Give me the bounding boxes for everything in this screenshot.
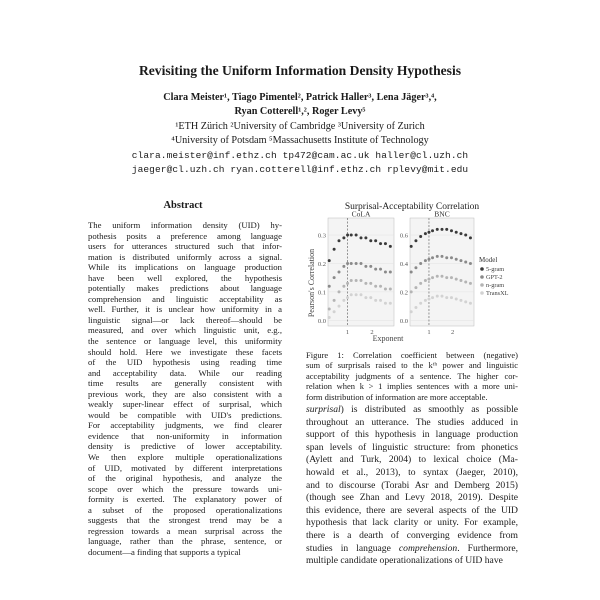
data-point — [414, 306, 417, 309]
data-point — [450, 276, 453, 279]
data-point — [436, 295, 439, 298]
y-tick-label: 0.2 — [399, 289, 408, 297]
data-point — [410, 290, 413, 293]
y-tick-label: 0.1 — [317, 289, 326, 297]
body-line: howald et al., 2013), to syntax (Jaeger, 2010), — [306, 466, 518, 478]
data-point — [441, 275, 444, 278]
abstract-heading: Abstract — [163, 200, 203, 211]
abstract-line: evidence that non-uniformity in information — [88, 430, 282, 441]
data-point — [459, 299, 462, 302]
data-point — [469, 302, 472, 305]
data-point — [414, 286, 417, 289]
data-point — [379, 299, 382, 302]
data-point — [360, 236, 363, 239]
body-line: this evidence, there are several aspects of the UID — [306, 504, 518, 516]
data-point — [424, 232, 427, 235]
figure-title: Surprisal-Acceptability Correlation — [344, 202, 480, 212]
data-point — [455, 278, 458, 281]
data-point — [384, 302, 387, 305]
panel-left-label: CoLA — [351, 209, 371, 219]
data-point — [328, 307, 331, 310]
body-line: surprisal) is distributed as smoothly as possible — [306, 404, 518, 415]
abstract-line: well. Further, it is unclear how uniformity in a — [88, 304, 282, 315]
y-tick-label: 0.6 — [399, 232, 408, 240]
abstract-line: We then explore multiple operationalizations — [88, 452, 282, 463]
abstract-line: a subset of the proposed operationalizations — [88, 504, 282, 515]
data-point — [350, 234, 353, 237]
data-point — [384, 242, 387, 245]
abstract-line: of UID, motivated by different interpretations — [88, 462, 282, 473]
data-point — [360, 262, 363, 265]
data-point — [379, 268, 382, 271]
data-point — [445, 296, 448, 299]
data-point — [431, 256, 434, 259]
data-point — [355, 293, 358, 296]
data-point — [419, 302, 422, 305]
data-point — [350, 279, 353, 282]
data-point — [342, 236, 345, 239]
data-point — [441, 295, 444, 298]
legend-swatch — [480, 283, 484, 287]
abstract-line: mation is distributed uniformly across a signal. — [88, 251, 282, 262]
data-point — [364, 282, 367, 285]
abstract-line: density is predictive of lower acceptability. — [88, 441, 282, 452]
data-point — [410, 310, 413, 313]
data-point — [384, 271, 387, 274]
body-line: span levels of linguistic structure: from phonetics — [306, 441, 518, 453]
data-point — [427, 278, 430, 281]
x-tick-label: 1 — [345, 329, 350, 336]
data-point — [346, 234, 349, 237]
body-line: multiple candidate operationalizations of UID have — [306, 555, 503, 567]
body-line: throughout an utterance. The studies adduced in — [306, 416, 518, 428]
caption-line: sum of surprisals raised to the kᵗʰ power and linguistic — [306, 360, 518, 371]
legend-swatch — [480, 275, 484, 279]
data-point — [419, 262, 422, 265]
abstract-line: should hold. Here we investigate these facets — [88, 346, 282, 357]
data-point — [350, 293, 353, 296]
data-point — [469, 262, 472, 265]
data-point — [338, 290, 341, 293]
paper-title: Revisiting the Uniform Information Density Hypothesis — [138, 63, 462, 78]
abstract-line: scope over which the pressure towards uni- — [88, 483, 282, 494]
legend-item: n-gram — [486, 282, 505, 289]
abstract-line: the sentence or language level, this uniformity — [88, 336, 282, 347]
data-point — [360, 279, 363, 282]
data-point — [469, 282, 472, 285]
emails-line-2: jaeger@cl.uzh.ch ryan.cotterell@inf.ethz.ch rplevy@mit.edu — [131, 164, 469, 175]
abstract-line: The uniform information density (UID) hy- — [88, 220, 282, 230]
data-point — [364, 236, 367, 239]
data-point — [389, 302, 392, 305]
data-point — [459, 232, 462, 235]
panel-right-area — [410, 218, 474, 326]
data-point — [333, 310, 336, 313]
abstract-line: weakly super-linear effect of surprisal, which — [88, 399, 282, 410]
abstract-line: For acceptability judgments, we find clearer — [88, 420, 282, 431]
data-point — [464, 261, 467, 264]
abstract-line: language, rather than the phrase, sentence, or — [88, 536, 282, 547]
data-point — [342, 285, 345, 288]
data-point — [431, 229, 434, 232]
y-tick-label: 0.0 — [399, 317, 408, 325]
data-point — [427, 231, 430, 234]
caption-line: Figure 1: Correlation coefficient between (negative) — [306, 350, 518, 360]
data-point — [436, 228, 439, 231]
data-point — [342, 265, 345, 268]
data-point — [445, 228, 448, 231]
data-point — [350, 262, 353, 265]
abstract-line: and acceptability data. While our reading — [88, 367, 282, 378]
data-point — [355, 279, 358, 282]
abstract-line: potentially makes predictions about language — [88, 283, 282, 294]
data-point — [355, 262, 358, 265]
data-point — [328, 285, 331, 288]
body-line: studies in language comprehension. Furthermore, — [306, 542, 518, 554]
data-point — [455, 231, 458, 234]
figure-caption — [306, 350, 518, 402]
data-point — [374, 299, 377, 302]
data-point — [464, 234, 467, 237]
data-point — [459, 279, 462, 282]
data-point — [333, 276, 336, 279]
data-point — [360, 293, 363, 296]
data-point — [441, 228, 444, 231]
body-line: there is a dearth of converging evidence from — [306, 529, 518, 541]
data-point — [328, 316, 331, 319]
y-tick-label: 0.2 — [317, 260, 326, 268]
correlation-figure — [306, 198, 518, 343]
right-column-body — [306, 404, 518, 568]
data-point — [464, 300, 467, 303]
data-point — [459, 259, 462, 262]
legend-item: TransXL — [486, 290, 509, 297]
data-point — [342, 299, 345, 302]
legend-item: 5-gram — [486, 266, 505, 273]
data-point — [424, 259, 427, 262]
data-point — [450, 296, 453, 299]
data-point — [464, 280, 467, 283]
affiliations-line-2: ⁴University of Potsdam ⁵Massachusetts Institute of Technology — [171, 135, 429, 146]
abstract-line: previous work, they are also consistent with a — [88, 388, 282, 399]
data-point — [431, 296, 434, 299]
data-point — [328, 259, 331, 262]
data-point — [450, 256, 453, 259]
abstract-line: formity is exerted. The explanatory power of — [88, 494, 282, 505]
data-point — [419, 235, 422, 238]
data-point — [374, 239, 377, 242]
data-point — [424, 299, 427, 302]
abstract-line: time results are generally consistent with — [88, 378, 282, 389]
data-point — [450, 229, 453, 232]
data-point — [410, 271, 413, 274]
legend-item: GPT-2 — [486, 274, 503, 281]
abstract-line: of the UID hypothesis using reading time — [88, 357, 282, 368]
affiliations-line-1: ¹ETH Zürich ²University of Cambridge ³University of Zurich — [175, 121, 425, 132]
abstract-line: of the original hypothesis, and analyze the — [88, 473, 282, 484]
data-point — [364, 296, 367, 299]
authors-line-2: Ryan Cotterell¹,², Roger Levy⁵ — [234, 106, 366, 117]
abstract-line: users for utterances structured such that infor- — [88, 241, 282, 252]
x-tick-label: 2 — [451, 329, 455, 336]
data-point — [374, 268, 377, 271]
data-point — [346, 296, 349, 299]
data-point — [427, 258, 430, 261]
data-point — [384, 288, 387, 291]
caption-line: acceptability judgments of a sentence. The higher cor- — [306, 370, 518, 381]
legend-title: Model — [479, 256, 498, 264]
data-point — [445, 276, 448, 279]
legend-swatch — [480, 267, 484, 271]
caption-line: relation when k > 1 implies sentences with a more uni- — [306, 381, 518, 392]
data-point — [346, 282, 349, 285]
data-point — [379, 285, 382, 288]
abstract-body — [88, 220, 282, 558]
abstract-line: have been well explored, the hypothesis — [88, 272, 282, 283]
data-point — [455, 258, 458, 261]
figure-xlabel: Exponent — [372, 334, 404, 343]
data-point — [410, 245, 413, 248]
x-tick-label: 1 — [427, 329, 431, 336]
data-point — [431, 276, 434, 279]
abstract-line: While its implications on language production — [88, 262, 282, 273]
data-point — [379, 242, 382, 245]
body-line: hypothesis that lack clarity or unity. For example, — [306, 517, 518, 529]
data-point — [355, 234, 358, 237]
data-point — [427, 298, 430, 301]
abstract-line: suggests that the strongest trend may be a — [88, 515, 282, 526]
abstract-line: linguistic signal—or lack thereof—should be — [88, 314, 282, 325]
legend-swatch — [480, 291, 484, 295]
data-point — [389, 245, 392, 248]
body-line: (though see Zhan and Levy 2018, 2019). Despite — [306, 492, 518, 504]
y-tick-label: 0.0 — [317, 317, 326, 325]
data-point — [424, 279, 427, 282]
data-point — [369, 265, 372, 268]
data-point — [436, 255, 439, 258]
abstract-line: would be compatible with UID's predictions. — [88, 409, 282, 420]
data-point — [469, 236, 472, 239]
data-point — [445, 256, 448, 259]
data-point — [414, 239, 417, 242]
data-point — [369, 296, 372, 299]
data-point — [441, 255, 444, 258]
abstract-line: pothesis posits a preference among language — [88, 230, 282, 241]
emails-line-1: clara.meister@inf.ethz.ch tp472@cam.ac.uk haller@cl.uzh.ch — [131, 150, 469, 161]
data-point — [338, 271, 341, 274]
data-point — [455, 298, 458, 301]
data-point — [436, 275, 439, 278]
data-point — [333, 248, 336, 251]
data-point — [338, 305, 341, 308]
x-tick-label: 2 — [370, 329, 374, 336]
authors-line-1: Clara Meister¹, Tiago Pimentel², Patrick Haller³, Lena Jäger³,⁴, — [163, 92, 437, 103]
abstract-line: comprehension and linguistic acceptability as — [88, 293, 282, 304]
y-tick-label: 0.3 — [317, 232, 326, 240]
abstract-line: measured, and over which linguistic unit, e.g., — [88, 325, 282, 336]
data-point — [369, 282, 372, 285]
data-point — [333, 299, 336, 302]
data-point — [338, 239, 341, 242]
data-point — [364, 265, 367, 268]
data-point — [389, 271, 392, 274]
figure-ylabel: Pearson's Correlation — [307, 248, 316, 318]
abstract-line: document—a finding that supports a typical — [88, 546, 241, 557]
data-point — [369, 239, 372, 242]
panel-right-label: BNC — [434, 209, 450, 219]
data-point — [374, 285, 377, 288]
body-line: support of this hypothesis in language production — [306, 429, 518, 441]
y-tick-label: 0.4 — [399, 260, 408, 268]
caption-line: form distribution of information are more acceptable. — [306, 391, 488, 402]
body-line: (Aylett and Turk, 2004) to lexical choice (Ma- — [306, 454, 518, 466]
data-point — [414, 266, 417, 269]
body-line: and to discourse (Torabi Asr and Demberg 2015) — [306, 479, 518, 491]
data-point — [419, 282, 422, 285]
data-point — [389, 288, 392, 291]
data-point — [346, 262, 349, 265]
abstract-line: regression towards a mean surprisal across the — [88, 525, 282, 536]
